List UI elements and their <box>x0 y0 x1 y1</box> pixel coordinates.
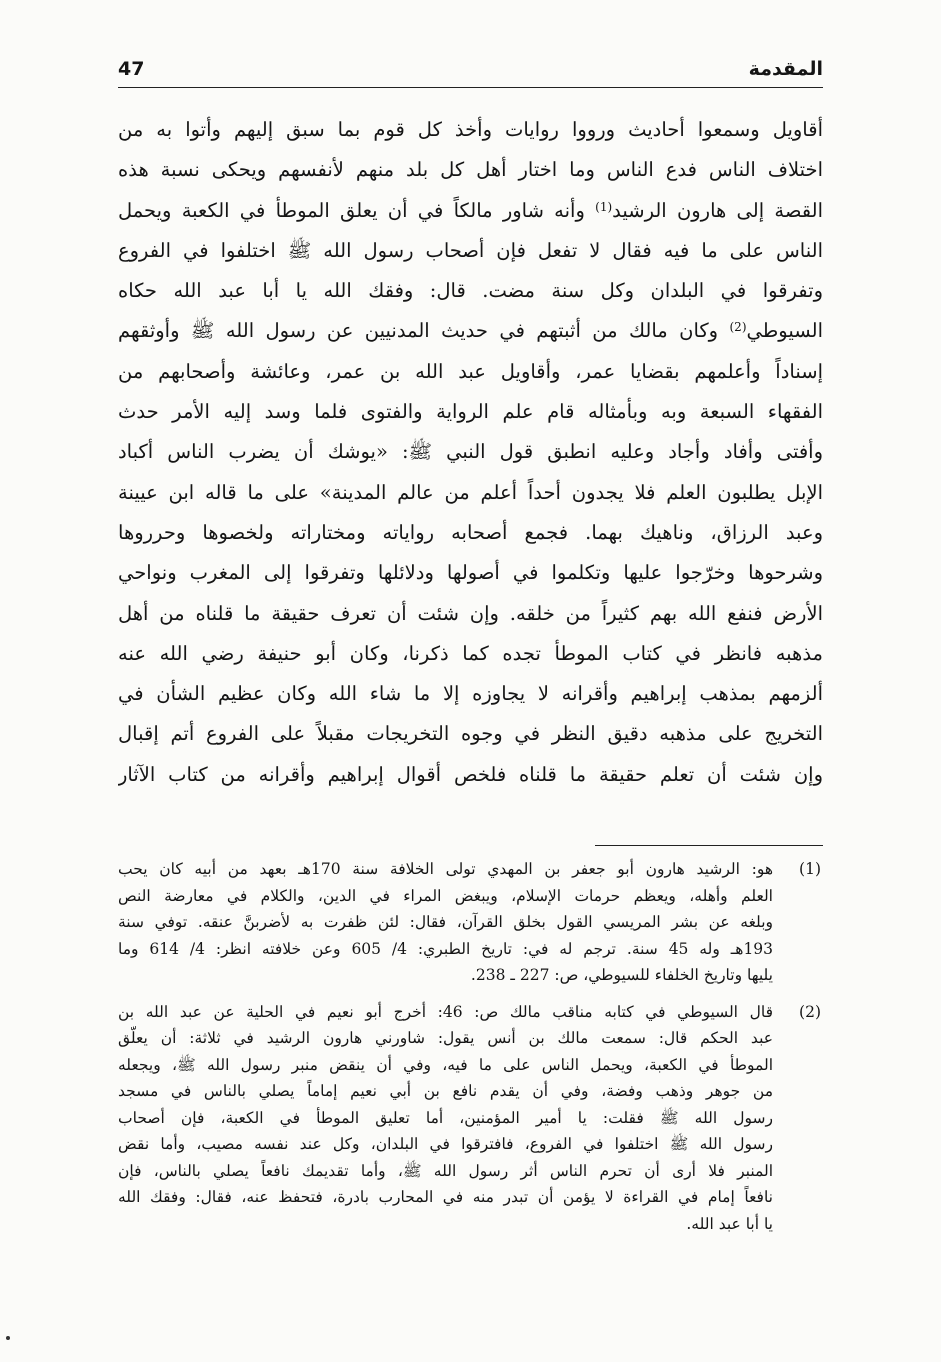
body-line <box>118 392 823 432</box>
body-line-text: وشرحوها وخرّجوا عليها وتكلموا في أصولها ودلائلها وتفرقوا إلى المغرب ونواحي <box>118 561 823 585</box>
main-text <box>118 110 823 840</box>
body-line-text: وأفتى وأفاد وأجاد وعليه انطبق قول النبي ﷺ: «يوشك أن يضرب الناس أكباد <box>118 440 823 464</box>
body-line <box>118 674 823 714</box>
body-line <box>118 553 823 593</box>
footnote <box>118 999 823 1238</box>
body-line-text: وكان مالك من أثبتهم في حديث المدنيين عن رسول الله ﷺ وأوثقهم <box>118 319 730 343</box>
body-line-text: القصة إلى هارون الرشيد <box>612 198 823 222</box>
body-line <box>118 513 823 553</box>
footnote-line: الموطأ في الكعبة، ويحمل الناس على ما فيه، وفي أن ينقض منبر رسول الله ﷺ، ويجعله <box>118 1055 773 1074</box>
footnote-separator <box>595 845 823 846</box>
footnote-reference: (2) <box>729 320 747 335</box>
body-line <box>118 110 823 150</box>
body-line <box>118 594 823 634</box>
header-rule <box>118 87 823 88</box>
body-line-text: وإن شئت أن تعلم حقيقة ما قلناه فلخص أقوال إبراهيم وأقرانه من كتاب الآثار <box>118 762 823 786</box>
footnote-line: رسول الله ﷺ اختلفوا في الفروع، فافترقوا في البلدان، وكل عند نفسه مصيب، وأما نقض <box>118 1135 773 1153</box>
body-line-text: أقاويل وسمعوا أحاديث ورووا روايات وأخذ كل قوم بما سبق إليهم وأتوا به من <box>118 118 823 141</box>
footnote-line: المنبر فلا أرى أن تحرم الناس أثر رسول الله ﷺ، وأما تقديمك نافعاً يصلي بالناس، فإن <box>118 1161 773 1180</box>
body-line-text: إسناداً وأعلمهم بقضايا عمر، وأقاويل عبد الله بن عمر، وعائشة وأصحابهم من <box>118 359 823 383</box>
body-line <box>118 150 823 190</box>
footnote <box>118 856 823 989</box>
footnote-number: (1) <box>799 860 821 878</box>
body-line-text: الفقهاء السبعة وبه وبأمثاله قام علم الرواية والفتوى فلما وسد إليه الأمر حدث <box>118 400 823 424</box>
scan-speck <box>6 1336 10 1340</box>
body-line <box>118 271 823 311</box>
body-line <box>118 755 823 795</box>
body-line <box>118 311 823 351</box>
footnote-line: نافعاً إمام في القراءة لا يؤمن أن تبدر منه في المحارب بادرة، فتحفظ عنه، فقال: وفقك الله <box>118 1188 773 1206</box>
body-line <box>118 714 823 754</box>
body-line <box>118 352 823 392</box>
body-line-text: السيوطي <box>746 319 823 343</box>
footnote-line: العلم وأهله، ويعظم حرمات الإسلام، ويبغض المراء في الدين، والكلام في معارضة النص <box>118 886 773 905</box>
body-line-text: مذهبه فانظر في كتاب الموطأ تجده كما ذكرنا، وكان أبو حنيفة رضي الله عنه <box>118 641 823 665</box>
footnote-line: 193هـ وله 45 سنة. ترجم له في: تاريخ الطبري: 4/ 605 وعن خلافته انظر: 4/ 614 وما <box>118 939 773 958</box>
footnote-line: يليها وتاريخ الخلفاء للسيوطي، ص: 227 ـ 238. <box>470 966 773 984</box>
body-line-text: ألزمهم بمذهب إبراهيم وأقرانه لا يجاوزه إلا ما شاء الله وكان عظيم الشأن في <box>118 682 823 706</box>
footnote-line: عبد الحكم قال: سمعت مالك بن أنس يقول: شاورني هارون الرشيد في ثلاثة: أن يعلّق <box>118 1029 773 1047</box>
footnote-line: وبلغه عن بشر المريسي القول بخلق القرآن، فقال: لئن ظفرت به لأضربنَّ عنقه. توفي سنة <box>118 913 773 931</box>
body-line <box>118 473 823 513</box>
body-line <box>118 432 823 472</box>
body-line-text: وعبد الرزاق، وناهيك بهما. فجمع أصحابه رواياته ومختاراته ولخصوها وحرروها <box>118 520 823 544</box>
footnote-reference: (1) <box>595 199 613 214</box>
body-line-text: الأرض فنفع الله بهم كثيراً من خلقه. وإن شئت أن تعرف حقيقة ما قلناه من أهل <box>118 601 823 625</box>
footnote-line: رسول الله ﷺ فقلت: يا أمير المؤمنين، أما تعليق الموطأ في الكعبة، فإن أصحاب <box>118 1108 773 1127</box>
footnote-line: قال السيوطي في كتابه مناقب مالك ص: 46: أخرج أبو نعيم في الحلية عن عبد الله بن <box>118 1002 773 1021</box>
running-title: المقدمة <box>748 58 823 80</box>
body-line-text: الناس على ما فيه فقال لا تفعل فإن أصحاب رسول الله ﷺ اختلفوا في الفروع <box>118 238 823 262</box>
body-line-text: وتفرقوا في البلدان وكل سنة مضت. قال: وفقك الله يا أبا عبد الله حكاه <box>118 279 823 303</box>
footnote-line: يا أبا عبد الله. <box>686 1214 773 1233</box>
body-line-text: الإبل يطلبون العلم فلا يجدون أحداً أعلم من عالم المدينة» على ما قاله ابن عيينة <box>118 480 823 504</box>
footnote-line: هو: الرشيد هارون أبو جعفر بن المهدي تولى الخلافة سنة 170هـ بعهد من أبيه كان يحب <box>118 860 773 878</box>
body-line-text: التخريج على مذهبه دقيق النظر في وجوه التخريجات مقبلاً على الفروع أتم إقبال <box>118 722 823 746</box>
page-number: 47 <box>118 58 145 80</box>
footnote-line: من جوهر وذهب وفضة، وفي أن يقدم نافع بن أبي نعيم إماماً يصلي بالناس في مسجد <box>118 1082 773 1100</box>
body-line-text: اختلاف الناس فدع الناس وما اختار أهل كل بلد منهم لأنفسهم ويحكى نسبة هذه <box>118 158 823 182</box>
page-header <box>118 54 823 88</box>
body-line-text: وأنه شاور مالكاً في أن يعلق الموطأ في الكعبة ويحمل <box>118 198 596 222</box>
footnotes <box>118 856 823 1237</box>
footnote-number: (2) <box>799 1002 821 1021</box>
body-line <box>118 231 823 271</box>
body-line <box>118 634 823 674</box>
body-line <box>118 191 823 231</box>
